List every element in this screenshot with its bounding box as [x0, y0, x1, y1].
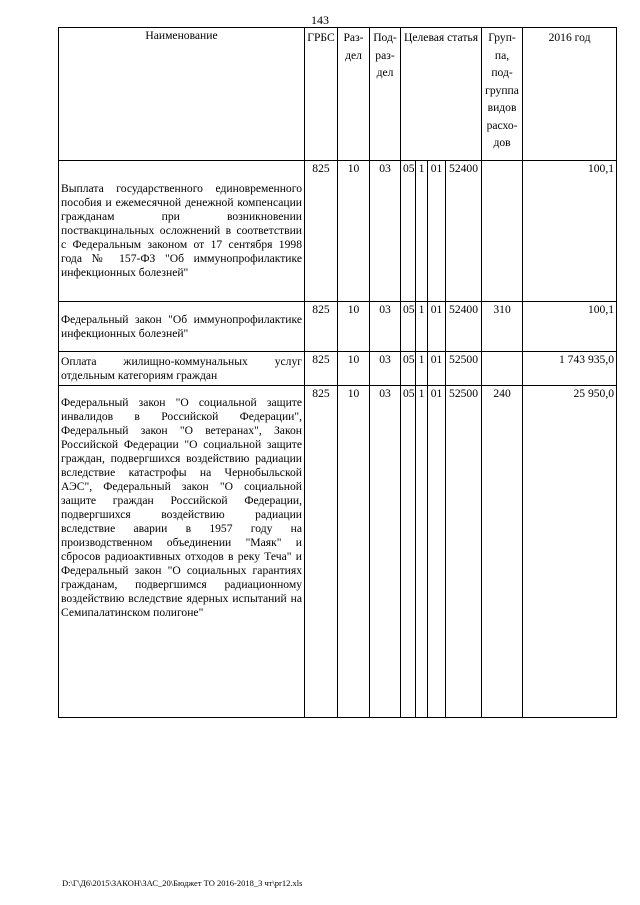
row-name: Оплата жилищно-коммунальных услуг отдельным категориям граждан	[59, 352, 305, 386]
row-cs-event: 01	[428, 386, 446, 718]
row-cs-subprogram: 1	[416, 302, 428, 352]
row-podrazdel: 03	[370, 161, 401, 302]
row-razdel: 10	[338, 161, 370, 302]
table-row	[59, 161, 617, 302]
row-amount: 100,1	[523, 302, 617, 352]
row-cs-event: 01	[428, 161, 446, 302]
row-amount: 100,1	[523, 161, 617, 302]
table-header-row	[59, 28, 617, 161]
row-podrazdel: 03	[370, 302, 401, 352]
row-grbs: 825	[305, 302, 338, 352]
row-name: Федеральный закон "О социальной защите инвалидов в Российской Федерации", Федеральный закон "О ветеранах", Закон Российской Федерации "О социальной защите граждан, подвергшихся воздействию радиации вследствие катастрофы на Чернобыльской АЭС", Федеральный закон "О социальной защите граждан Российской Федерации, подвергшихся воздействию радиации вследствие аварии в 1957 году на производственном объединении "Маяк" и сбросов радиоактивных отходов в реку Теча" и Федеральный закон "О социальных гарантиях гражданам, подвергшимся радиационному воздействию вследствие ядерных испытаний на Семипалатинском полигоне"	[59, 386, 305, 718]
row-cs-subprogram: 1	[416, 386, 428, 718]
header-grbs: ГРБС	[305, 28, 338, 161]
row-name: Выплата государственного единовременного пособия и ежемесячной денежной компенсации гражданам при возникновении поствакцинальных осложнений в соответствии с Федеральным законом от 17 сентября 1998 года № 157-ФЗ "Об иммунопрофилактике инфекционных болезней"	[59, 161, 305, 302]
row-vid: 310	[482, 302, 523, 352]
row-amount: 25 950,0	[523, 386, 617, 718]
row-cs-direction: 52400	[446, 161, 482, 302]
file-path-footer: D:\Г\Д6\2015\ЗАКОН\ЗАС_20\Бюджет ТО 2016-2018_3 чт\pr12.xls	[62, 878, 303, 888]
row-vid: 240	[482, 386, 523, 718]
row-name: Федеральный закон "Об иммунопрофилактике инфекционных болезней"	[59, 302, 305, 352]
row-vid	[482, 161, 523, 302]
header-year-2016: 2016 год	[523, 28, 617, 161]
row-podrazdel: 03	[370, 352, 401, 386]
row-cs-program: 05	[401, 386, 416, 718]
row-grbs: 825	[305, 352, 338, 386]
row-vid	[482, 352, 523, 386]
table-row	[59, 302, 617, 352]
row-cs-subprogram: 1	[416, 352, 428, 386]
row-amount: 1 743 935,0	[523, 352, 617, 386]
row-razdel: 10	[338, 386, 370, 718]
page-number: 143	[311, 13, 329, 27]
row-cs-direction: 52500	[446, 386, 482, 718]
row-grbs: 825	[305, 161, 338, 302]
row-cs-direction: 52400	[446, 302, 482, 352]
row-cs-program: 05	[401, 352, 416, 386]
row-razdel: 10	[338, 302, 370, 352]
row-cs-direction: 52500	[446, 352, 482, 386]
header-celevaya-statya: Целевая статья	[401, 28, 482, 161]
table-row	[59, 352, 617, 386]
row-cs-program: 05	[401, 161, 416, 302]
budget-table	[58, 27, 617, 718]
table-row	[59, 386, 617, 718]
row-razdel: 10	[338, 352, 370, 386]
header-podrazdel: Под- раз- дел	[370, 28, 401, 161]
row-grbs: 825	[305, 386, 338, 718]
header-name: Наименование	[59, 28, 305, 161]
row-cs-event: 01	[428, 302, 446, 352]
row-cs-subprogram: 1	[416, 161, 428, 302]
row-cs-program: 05	[401, 302, 416, 352]
row-podrazdel: 03	[370, 386, 401, 718]
row-cs-event: 01	[428, 352, 446, 386]
header-razdel: Раз- дел	[338, 28, 370, 161]
header-gruppa-vidov: Груп- па, под- группа видов расхо- дов	[482, 28, 523, 161]
